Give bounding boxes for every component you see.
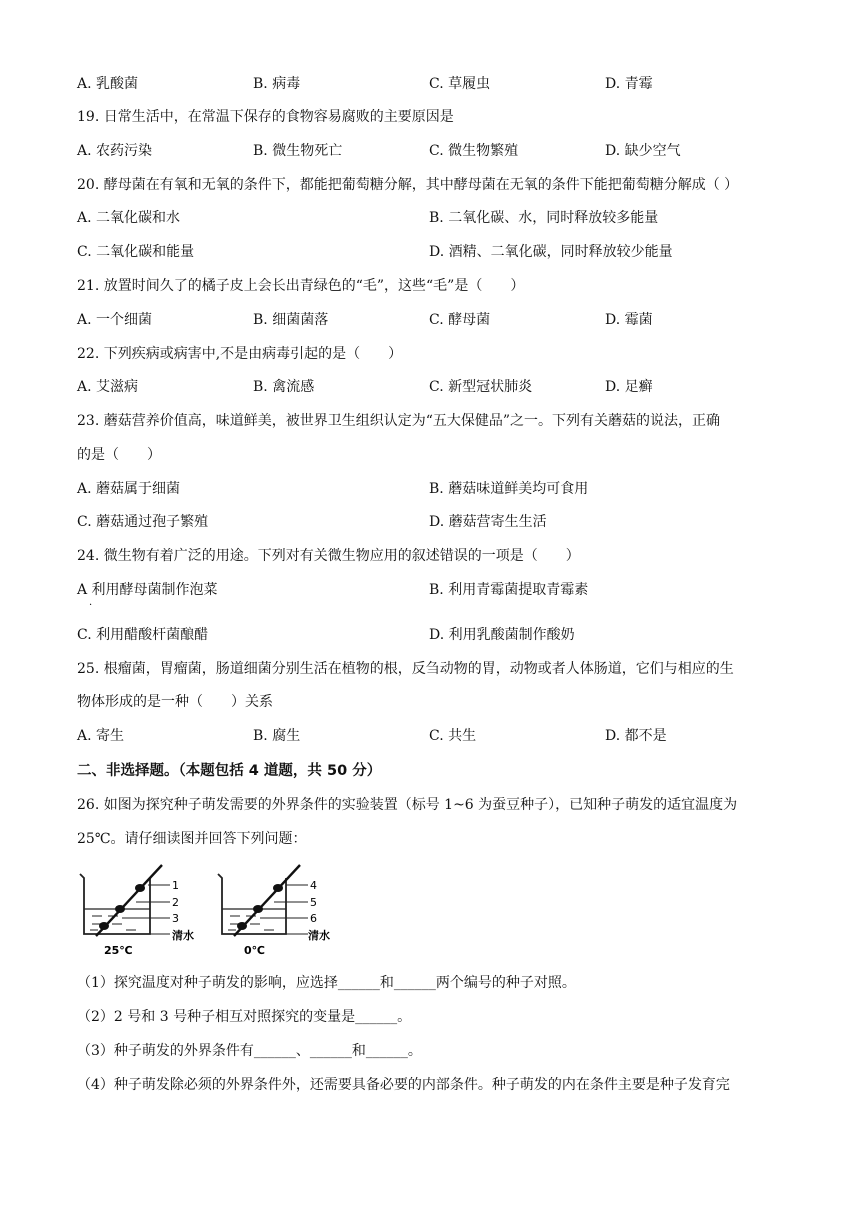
q19-option-a[interactable]: A. 农药污染 (77, 143, 153, 159)
q19-option-b[interactable]: B. 微生物死亡 (253, 143, 343, 159)
q22-option-b[interactable]: B. 禽流感 (253, 379, 315, 395)
q18-option-a[interactable]: A. 乳酸菌 (77, 76, 139, 92)
seed-label-2: 2 (172, 896, 179, 909)
q26-stem-line2: 25℃。请仔细读图并回答下列问题： (77, 831, 307, 847)
seed-label-6: 6 (310, 912, 317, 925)
q18-option-c[interactable]: C. 草履虫 (429, 76, 491, 92)
q18-option-b[interactable]: B. 病毒 (253, 76, 301, 92)
q24-option-c[interactable]: C. 利用醋酸杆菌酿醋 (77, 627, 209, 643)
bullet-dot: · (89, 600, 93, 611)
q23-option-b[interactable]: B. 蘑菇味道鲜美均可食用 (429, 481, 589, 497)
beaker-right (218, 865, 330, 957)
temp-label-left: 25℃ (104, 944, 133, 957)
q25-stem-line2: 物体形成的是一种（ ）关系 (77, 694, 273, 710)
q20-option-b[interactable]: B. 二氧化碳、水，同时释放较多能量 (429, 210, 659, 226)
q20-option-c[interactable]: C. 二氧化碳和能量 (77, 244, 195, 260)
q21-option-b[interactable]: B. 细菌菌落 (253, 312, 329, 328)
q26-sub3: （3）种子萌发的外界条件有______、______和______。 (77, 1043, 422, 1059)
seed-label-3: 3 (172, 912, 179, 925)
q22-stem: 22. 下列疾病或病害中,不是由病毒引起的是（ ） (77, 346, 403, 362)
q25-option-a[interactable]: A. 寄生 (77, 728, 125, 744)
experiment-figure (78, 860, 368, 960)
q22-option-c[interactable]: C. 新型冠状肺炎 (429, 379, 533, 395)
seed-label-4: 4 (310, 879, 317, 892)
q20-option-a[interactable]: A. 二氧化碳和水 (77, 210, 181, 226)
water-label-right: 清水 (308, 929, 330, 942)
q23-option-a[interactable]: A. 蘑菇属于细菌 (77, 481, 181, 497)
q23-stem-line1: 23. 蘑菇营养价值高，味道鲜美，被世界卫生组织认定为“五大保健品”之一。下列有关蘑菇的说法，正确 (77, 413, 721, 429)
q21-option-a[interactable]: A. 一个细菌 (77, 312, 153, 328)
q21-option-c[interactable]: C. 酵母菌 (429, 312, 491, 328)
beaker-left (80, 865, 194, 957)
q25-stem-line1: 25. 根瘤菌，胃瘤菌，肠道细菌分别生活在植物的根，反刍动物的胃，动物或者人体肠道，它们与相应的生 (77, 661, 734, 677)
section-heading: 二、非选择题。（本题包括 4 道题，共 50 分） (77, 763, 382, 779)
q21-option-d[interactable]: D. 霉菌 (605, 312, 653, 328)
temp-label-right: 0℃ (244, 944, 265, 957)
q26-stem-line1: 26. 如图为探究种子萌发需要的外界条件的实验装置（标号 1~6 为蚕豆种子），已知种子萌发的适宜温度为 (77, 797, 738, 813)
q23-option-d[interactable]: D. 蘑菇营寄生生活 (429, 514, 547, 530)
q25-option-c[interactable]: C. 共生 (429, 728, 477, 744)
seed-label-1: 1 (172, 879, 179, 892)
q19-option-c[interactable]: C. 微生物繁殖 (429, 143, 519, 159)
q22-option-a[interactable]: A. 艾滋病 (77, 379, 139, 395)
q26-sub2: （2）2 号和 3 号种子相互对照探究的变量是______。 (77, 1009, 412, 1025)
q26-sub4: （4）种子萌发除必须的外界条件外，还需要具备必要的内部条件。种子萌发的内在条件主要是种子发育完 (77, 1077, 730, 1093)
q19-option-d[interactable]: D. 缺少空气 (605, 143, 681, 159)
q20-stem: 20. 酵母菌在有氧和无氧的条件下，都能把葡萄糖分解，其中酵母菌在无氧的条件下能把葡萄糖分解成（ ） (77, 177, 739, 193)
q23-option-c[interactable]: C. 蘑菇通过孢子繁殖 (77, 514, 209, 530)
q18-option-d[interactable]: D. 青霉 (605, 76, 653, 92)
q24-option-a[interactable]: A 利用酵母菌制作泡菜 (77, 582, 218, 598)
q25-option-b[interactable]: B. 腐生 (253, 728, 301, 744)
q25-option-d[interactable]: D. 都不是 (605, 728, 667, 744)
q24-option-d[interactable]: D. 利用乳酸菌制作酸奶 (429, 627, 575, 643)
q22-option-d[interactable]: D. 足癣 (605, 379, 653, 395)
q24-option-b[interactable]: B. 利用青霉菌提取青霉素 (429, 582, 589, 598)
seed-label-5: 5 (310, 896, 317, 909)
q21-stem: 21. 放置时间久了的橘子皮上会长出青绿色的“毛”，这些“毛”是（ ） (77, 278, 525, 294)
water-label-left: 清水 (172, 929, 194, 942)
q20-option-d[interactable]: D. 酒精、二氧化碳，同时释放较少能量 (429, 244, 673, 260)
q24-stem: 24. 微生物有着广泛的用途。下列对有关微生物应用的叙述错误的一项是（ ） (77, 548, 580, 564)
q23-stem-line2: 的是（ ） (77, 447, 161, 463)
q19-stem: 19. 日常生活中，在常温下保存的食物容易腐败的主要原因是 (77, 109, 454, 125)
q26-sub1: （1）探究温度对种子萌发的影响，应选择______和______两个编号的种子对照。 (77, 975, 576, 991)
